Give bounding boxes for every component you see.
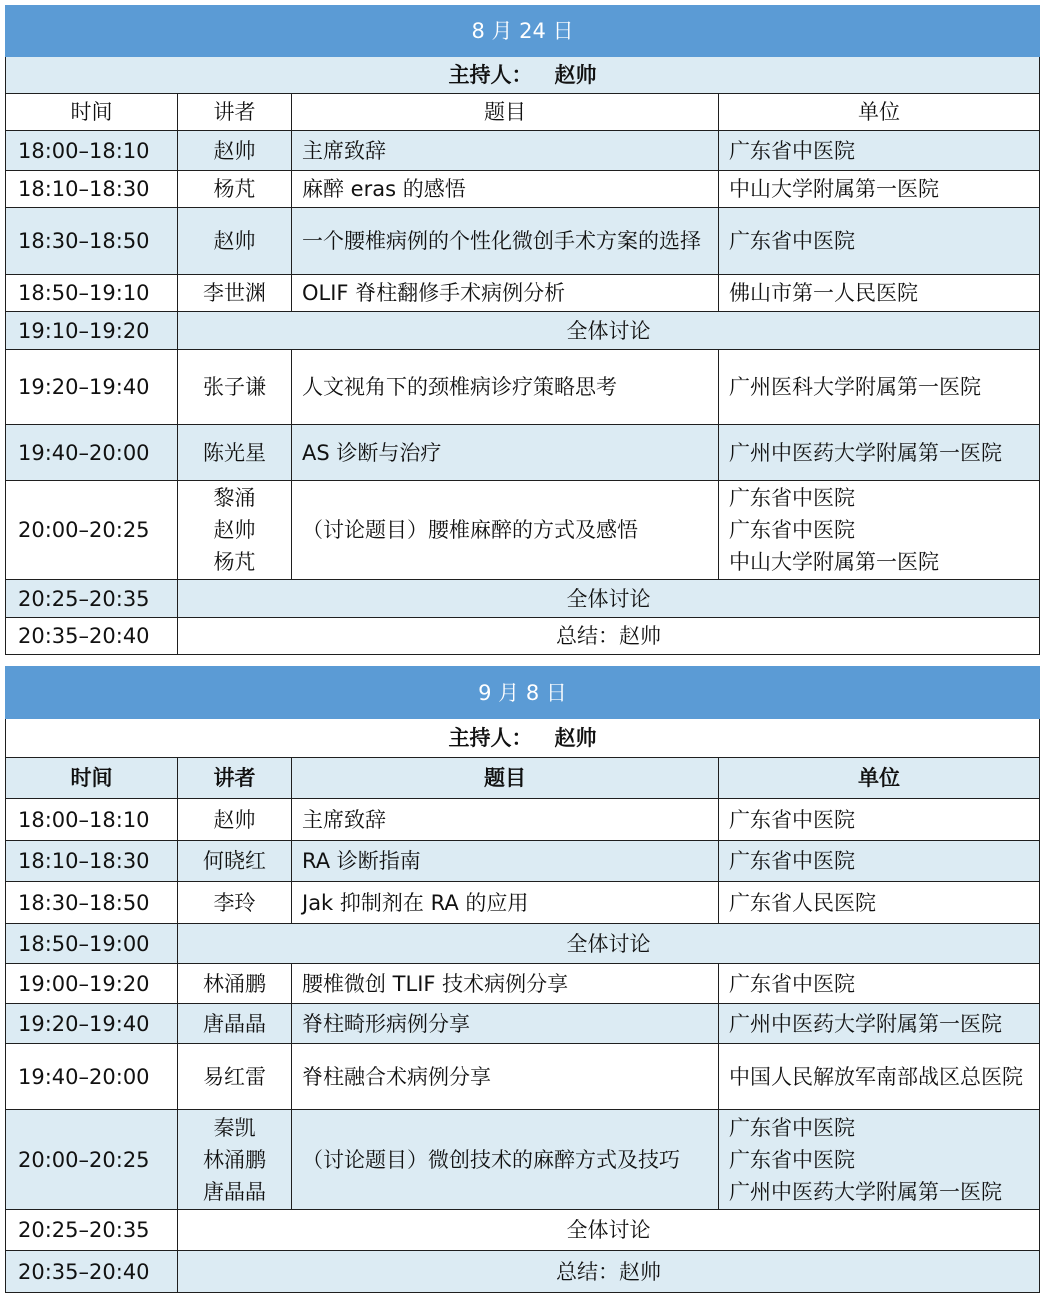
table-row: [6, 1210, 1040, 1251]
table-row: [6, 275, 1040, 312]
table-row: [6, 841, 1040, 882]
col-header-speaker: 讲者: [178, 94, 292, 131]
unit-name: 中山大学附属第一医院: [729, 550, 939, 574]
topic-cell: （讨论题目）腰椎麻醉的方式及感悟: [292, 481, 719, 580]
speaker-cell: 何晓红: [178, 841, 292, 882]
unit-name: 广东省中医院: [729, 1147, 855, 1172]
topic-cell: （讨论题目）微创技术的麻醉方式及技巧: [292, 1110, 719, 1210]
time-cell: 20:25–20:35: [6, 580, 178, 618]
date-header: 9 月 8 日: [6, 667, 1040, 719]
table-row: [6, 1044, 1040, 1110]
speaker-cell: 杨芃: [178, 171, 292, 208]
time-cell: 18:50–19:10: [6, 275, 178, 312]
speaker-name: 唐晶晶: [203, 1179, 266, 1204]
speaker-cell: 易红雷: [178, 1044, 292, 1110]
unit-name: 广东省中医院: [729, 518, 855, 542]
host-label: 主持人：: [448, 726, 533, 750]
time-cell: 19:40–20:00: [6, 1044, 178, 1110]
unit-cell: 广州中医药大学附属第一医院: [719, 425, 1040, 481]
time-cell: 18:50–19:00: [6, 924, 178, 964]
time-cell: 18:00–18:10: [6, 799, 178, 841]
table-row: [6, 580, 1040, 618]
time-cell: 20:25–20:35: [6, 1210, 178, 1251]
topic-cell: 腰椎微创 TLIF 技术病例分享: [292, 964, 719, 1004]
host-name: 赵帅: [554, 726, 597, 750]
speaker-name: 黎涌: [213, 486, 256, 510]
time-cell: 20:00–20:25: [6, 1110, 178, 1210]
speaker-name: 林涌鹏: [203, 1147, 266, 1172]
unit-cell: 佛山市第一人民医院: [719, 275, 1040, 312]
time-cell: 18:30–18:50: [6, 882, 178, 924]
discussion-cell: 全体讨论: [178, 1210, 1040, 1251]
speaker-name: 杨芃: [213, 550, 256, 574]
unit-cell: 广东省中医院: [719, 841, 1040, 882]
table-row: [6, 208, 1040, 275]
topic-cell: OLIF 脊柱翻修手术病例分析: [292, 275, 719, 312]
col-header-time: 时间: [6, 758, 178, 799]
table-row: [6, 312, 1040, 350]
time-cell: 20:35–20:40: [6, 618, 178, 655]
time-cell: 19:40–20:00: [6, 425, 178, 481]
time-cell: 19:00–19:20: [6, 964, 178, 1004]
speaker-name: 秦凯: [213, 1115, 256, 1140]
topic-cell: 主席致辞: [292, 131, 719, 171]
time-cell: 20:00–20:25: [6, 481, 178, 580]
time-cell: 20:35–20:40: [6, 1251, 178, 1293]
col-header-unit: 单位: [719, 94, 1040, 131]
unit-name: 广州中医药大学附属第一医院: [729, 1179, 1002, 1204]
discussion-cell: 全体讨论: [178, 924, 1040, 964]
speaker-cell: [178, 1110, 292, 1210]
col-header-speaker: 讲者: [178, 758, 292, 799]
unit-cell: 广州医科大学附属第一医院: [719, 350, 1040, 425]
unit-cell: 广东省中医院: [719, 208, 1040, 275]
time-cell: 19:20–19:40: [6, 350, 178, 425]
discussion-cell: 全体讨论: [178, 580, 1040, 618]
table-row: [6, 1004, 1040, 1044]
speaker-cell: 李世渊: [178, 275, 292, 312]
time-cell: 18:30–18:50: [6, 208, 178, 275]
col-header-topic: 题目: [292, 94, 719, 131]
speaker-cell: 赵帅: [178, 208, 292, 275]
table-row: [6, 481, 1040, 580]
unit-cell: 广东省人民医院: [719, 882, 1040, 924]
unit-cell: 中国人民解放军南部战区总医院: [719, 1044, 1040, 1110]
summary-cell: 总结：赵帅: [178, 618, 1040, 655]
table-row: [6, 799, 1040, 841]
col-header-unit: 单位: [719, 758, 1040, 799]
unit-cell: [719, 481, 1040, 580]
topic-cell: 一个腰椎病例的个性化微创手术方案的选择: [292, 208, 719, 275]
time-cell: 18:10–18:30: [6, 841, 178, 882]
table-row: [6, 964, 1040, 1004]
unit-name: 广东省中医院: [729, 486, 855, 510]
time-cell: 18:10–18:30: [6, 171, 178, 208]
unit-cell: 广东省中医院: [719, 131, 1040, 171]
speaker-name: 赵帅: [213, 518, 256, 542]
time-cell: 18:00–18:10: [6, 131, 178, 171]
unit-cell: 广东省中医院: [719, 964, 1040, 1004]
table-row: [6, 171, 1040, 208]
topic-cell: 脊柱畸形病例分享: [292, 1004, 719, 1044]
topic-cell: Jak 抑制剂在 RA 的应用: [292, 882, 719, 924]
topic-cell: 麻醉 eras 的感悟: [292, 171, 719, 208]
table-row: [6, 618, 1040, 655]
time-cell: 19:20–19:40: [6, 1004, 178, 1044]
host-label: 主持人：: [448, 63, 533, 87]
unit-name: 广东省中医院: [729, 1115, 855, 1140]
time-cell: 19:10–19:20: [6, 312, 178, 350]
topic-cell: AS 诊断与治疗: [292, 425, 719, 481]
unit-cell: 中山大学附属第一医院: [719, 171, 1040, 208]
unit-cell: 广东省中医院: [719, 799, 1040, 841]
speaker-cell: 张子谦: [178, 350, 292, 425]
table-row: [6, 425, 1040, 481]
table-row: [6, 882, 1040, 924]
unit-cell: 广州中医药大学附属第一医院: [719, 1004, 1040, 1044]
speaker-cell: 赵帅: [178, 799, 292, 841]
table-row: [6, 131, 1040, 171]
host-line: [6, 57, 1040, 94]
schedule-day-2: [5, 666, 1040, 1293]
host-name: 赵帅: [554, 63, 597, 87]
col-header-topic: 题目: [292, 758, 719, 799]
speaker-cell: 陈光星: [178, 425, 292, 481]
table-row: [6, 350, 1040, 425]
speaker-cell: 赵帅: [178, 131, 292, 171]
summary-cell: 总结：赵帅: [178, 1251, 1040, 1293]
topic-cell: 人文视角下的颈椎病诊疗策略思考: [292, 350, 719, 425]
speaker-cell: [178, 481, 292, 580]
topic-cell: RA 诊断指南: [292, 841, 719, 882]
table-row: [6, 1110, 1040, 1210]
speaker-cell: 李玲: [178, 882, 292, 924]
date-header: 8 月 24 日: [6, 6, 1040, 57]
schedule-day-1: [5, 5, 1040, 655]
speaker-cell: 唐晶晶: [178, 1004, 292, 1044]
col-header-time: 时间: [6, 94, 178, 131]
table-row: [6, 924, 1040, 964]
topic-cell: 脊柱融合术病例分享: [292, 1044, 719, 1110]
table-row: [6, 1251, 1040, 1293]
topic-cell: 主席致辞: [292, 799, 719, 841]
discussion-cell: 全体讨论: [178, 312, 1040, 350]
speaker-cell: 林涌鹏: [178, 964, 292, 1004]
unit-cell: [719, 1110, 1040, 1210]
host-line: [6, 719, 1040, 758]
